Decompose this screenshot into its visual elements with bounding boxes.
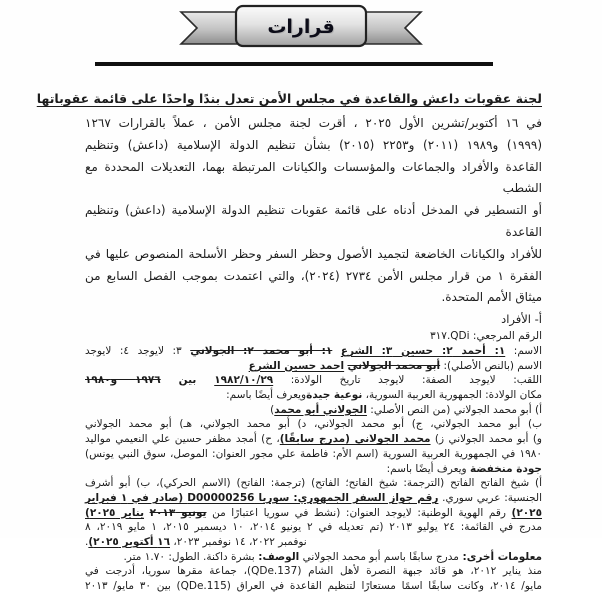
text-line: [85, 417, 542, 432]
text-line: [85, 520, 542, 535]
text-run: نوعية جيدة: [306, 388, 363, 401]
text-run: معلومات أخرى:: [458, 550, 542, 563]
document-content: [36, 90, 543, 594]
text-run: الاسم:: [505, 344, 543, 357]
text-run: احمد حسين الشرع: [248, 359, 345, 372]
text-line: [85, 344, 542, 359]
decisions-banner: [178, 2, 424, 50]
text-line: [85, 550, 542, 565]
text-line: [85, 359, 542, 374]
text-run: محمد الجولاني (مدرج سابقًا): [279, 433, 431, 446]
text-run: مدرج سابقًا باسم أبو محمد الجولاني: [299, 550, 459, 563]
text-line: [85, 403, 542, 418]
text-line: [85, 329, 542, 344]
text-run: بشرة داكنة. الطول: ١.٧٠ متر.: [123, 550, 255, 563]
text-run: أبو محمد الجولاني: [347, 359, 441, 372]
text-run: للأفراد والكيانات الخاضعة لتجميد الأصول وحظر السفر وحظر الأسلحة المنصوص عليها في: [85, 246, 542, 261]
section-heading: أ- الأفراد: [501, 312, 542, 327]
text-run: ميثاق الأمم المتحدة.: [441, 290, 542, 305]
text-line: [85, 564, 542, 579]
text-run: ١٩٧٦ و١٩٨٠: [85, 374, 161, 387]
text-run: مكان الولادة: الجمهورية العربية السورية،: [362, 388, 542, 401]
text-run: الجنسية: عربي سوري.: [438, 491, 542, 504]
text-run: منذ يناير ٢٠١٢، هو قائد جبهة النصرة لأهل الشام (QDe.137)، جماعة مقرها سوريا، أدرجت في: [85, 565, 542, 578]
text-run: رقم جواز السفر الجمهوري: سوريا D00000256 (صادر في ١ فبراير: [85, 491, 439, 504]
text-run: جودة منخفضة: [469, 462, 542, 475]
text-run: و) أبو محمد الجولاني ز): [430, 433, 542, 446]
text-run: ٢٠٢٥): [511, 506, 542, 519]
text-run: أ) شيخ الفاتح الفاتح (الترجمة: شيخ الفاتح؛ الفاتح) (ترجمة: الفاتح) (الاسم الحركي)، ب) أبو أشرف: [85, 477, 542, 490]
text-run: الوصف:: [254, 550, 300, 563]
text-line: [85, 373, 542, 388]
text-line: [85, 432, 542, 447]
text-run: اللقب: لايوجد الصفة: لايوجد تاريخ الولادة:: [273, 374, 542, 387]
text-line: [85, 476, 542, 491]
text-run: ): [270, 403, 275, 416]
text-run: نوفمبر ٢٠٢٢، ١٤ نوفمبر ٢٠٢٣،: [170, 536, 307, 549]
text-line: [85, 135, 542, 157]
text-line: [85, 388, 542, 403]
text-run: يناير ٢٠٢٥): [85, 506, 145, 519]
text-run: ب) أبو محمد الجولاني، ج) أبو محمد الجولاني، د) أبو محمد الجولاني، هـ) أبو محمد الجولاني: [85, 418, 542, 431]
text-run: (١٩٩٩) و١٩٨٩ (٢٠١١) و٢٢٥٣ (٢٠١٥) بشأن تنظيم الدولة الإسلامية (داعش) وتنظيم: [85, 137, 543, 152]
intro-paragraph: [85, 113, 542, 309]
text-run: ١: أبو محمد ٢: الجولاني: [190, 344, 333, 357]
text-run: ويعرف أيضًا باسم:: [386, 462, 470, 475]
text-run: أ) أبو محمد الجولاني (من النص الأصلي:: [366, 403, 542, 416]
text-line: [85, 113, 542, 135]
text-run: ١: أحمد ٢: حسين ٣: الشرع: [340, 344, 506, 357]
text-run: الاسم (بالنص الأصلي):: [440, 359, 542, 372]
text-line: [85, 266, 542, 288]
text-line: [85, 447, 542, 462]
text-line: [85, 491, 542, 506]
text-run: .: [85, 536, 89, 549]
text-run: [332, 345, 341, 357]
text-line: [85, 244, 542, 266]
text-run: بين: [160, 374, 215, 387]
details-block: [85, 329, 542, 594]
text-line: [85, 579, 542, 594]
text-line: [85, 200, 542, 244]
text-line: [85, 506, 542, 521]
text-line: [85, 287, 542, 309]
text-run: يونيو ٢٠١٣: [149, 506, 207, 519]
text-line: [85, 535, 542, 550]
text-run: الجولاني أبو محمد: [274, 403, 367, 416]
text-run: ويعرف أيضًا باسم:: [226, 388, 307, 401]
text-run: ١٩٨٢/١٠/٢٩: [214, 374, 274, 387]
banner-title: قرارات: [267, 16, 335, 38]
text-line: [85, 462, 542, 477]
text-run: في ١٦ أكتوبر/تشرين الأول ٢٠٢٥ ، أقرت لجنة مجلس الأمن ، عملاً بالقرارات ١٢٦٧: [85, 116, 542, 130]
text-run: الرقم المرجعي: QDi.٣١٧: [430, 330, 542, 343]
text-run: رقم الهوية الوطنية: لايوجد العنوان: (نشط في سوريا اعتبارًا من: [206, 506, 512, 519]
text-run: ، ح) أمجد مظفر حسين علي النعيمي مواليد: [85, 433, 280, 446]
header-rule: [95, 62, 493, 66]
text-run: ٣: لايوجد ٤: لايوجد: [85, 344, 191, 357]
text-line: [85, 157, 542, 201]
text-run: أو التسطير في المدخل أدناه على قائمة عقوبات تنظيم الدولة الإسلامية (داعش) وتنظيم القاعدة: [85, 203, 542, 239]
text-run: ١٩٨٠ في الجمهورية العربية السورية (اسم الأم: فاطمة علي مجور العنوان: الموصل، سوق النبي يونس): [85, 447, 542, 460]
text-run: مايو/ ٢٠١٤، وكانت سابقًا اسمًا مستعارًا لتنظيم القاعدة في العراق (QDe.115) بين ٣٠ مايو/ ٢٠١٣: [85, 580, 543, 593]
text-run: مدرج في القائمة: ٢٤ يوليو ٢٠١٣ (تم تعديله في ٢ يونيو ٢٠١٤، ١٠ ديسمبر ٢٠١٥، ١ مايو ٢٠١٩، ٨: [85, 521, 542, 534]
text-run: القاعدة والأفراد والجماعات والمؤسسات والكيانات المرتبطة بهما، التعديلات المحددة مع الشطب: [85, 159, 542, 196]
text-run: الفقرة ١ من قرار مجلس الأمن ٢٧٣٤ (٢٠٢٤)، والتي اعتمدت بموجب الفصل السابع من: [85, 268, 543, 283]
document-title: لجنة عقوبات داعش والقاعدة في مجلس الأمن تعدل بندًا واحدًا على قائمة عقوباتها: [36, 91, 542, 106]
text-run: ١٦ أكتوبر ٢٠٢٥): [88, 536, 170, 549]
